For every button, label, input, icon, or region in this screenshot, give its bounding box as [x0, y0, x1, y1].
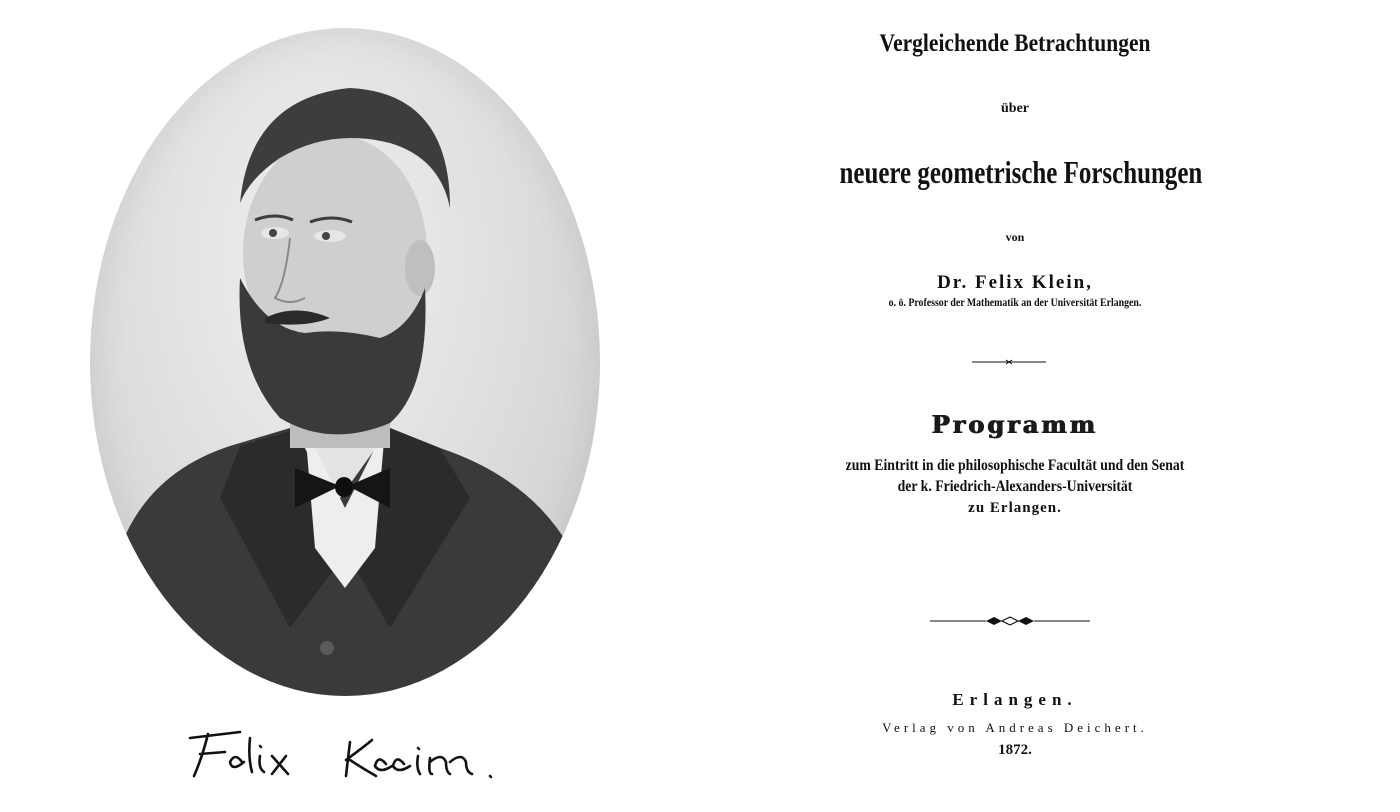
title-connector: über	[1001, 101, 1029, 116]
author-position: o. ö. Professor der Mathematik an der Universität Erlangen.	[888, 295, 1142, 309]
title-page	[790, 0, 1240, 812]
title-line-1: Vergleichende Betrachtungen	[879, 30, 1151, 57]
occasion-line-3: zu Erlangen.	[968, 500, 1062, 516]
author-name: Dr. Felix Klein,	[937, 272, 1093, 293]
occasion-line-2: der k. Friedrich-Alexanders-Universität	[897, 478, 1133, 495]
portrait-illustration	[90, 28, 600, 696]
signature	[180, 718, 520, 788]
title-line-2: neuere geometrische Forschungen	[839, 154, 1203, 190]
imprint-year: 1872.	[998, 742, 1032, 758]
imprint-publisher: Verlag von Andreas Deichert.	[882, 720, 1148, 735]
ornamental-rule-bottom	[930, 615, 1090, 627]
portrait-photo	[90, 28, 600, 696]
ornamental-rule-top	[972, 359, 1046, 365]
programm-heading: Programm	[931, 410, 1099, 439]
signature-drawing	[180, 718, 520, 788]
imprint-city: Erlangen.	[952, 690, 1078, 709]
by-label: von	[1005, 230, 1025, 244]
occasion-line-1: zum Eintritt in die philosophische Facultät und den Senat	[845, 457, 1185, 474]
